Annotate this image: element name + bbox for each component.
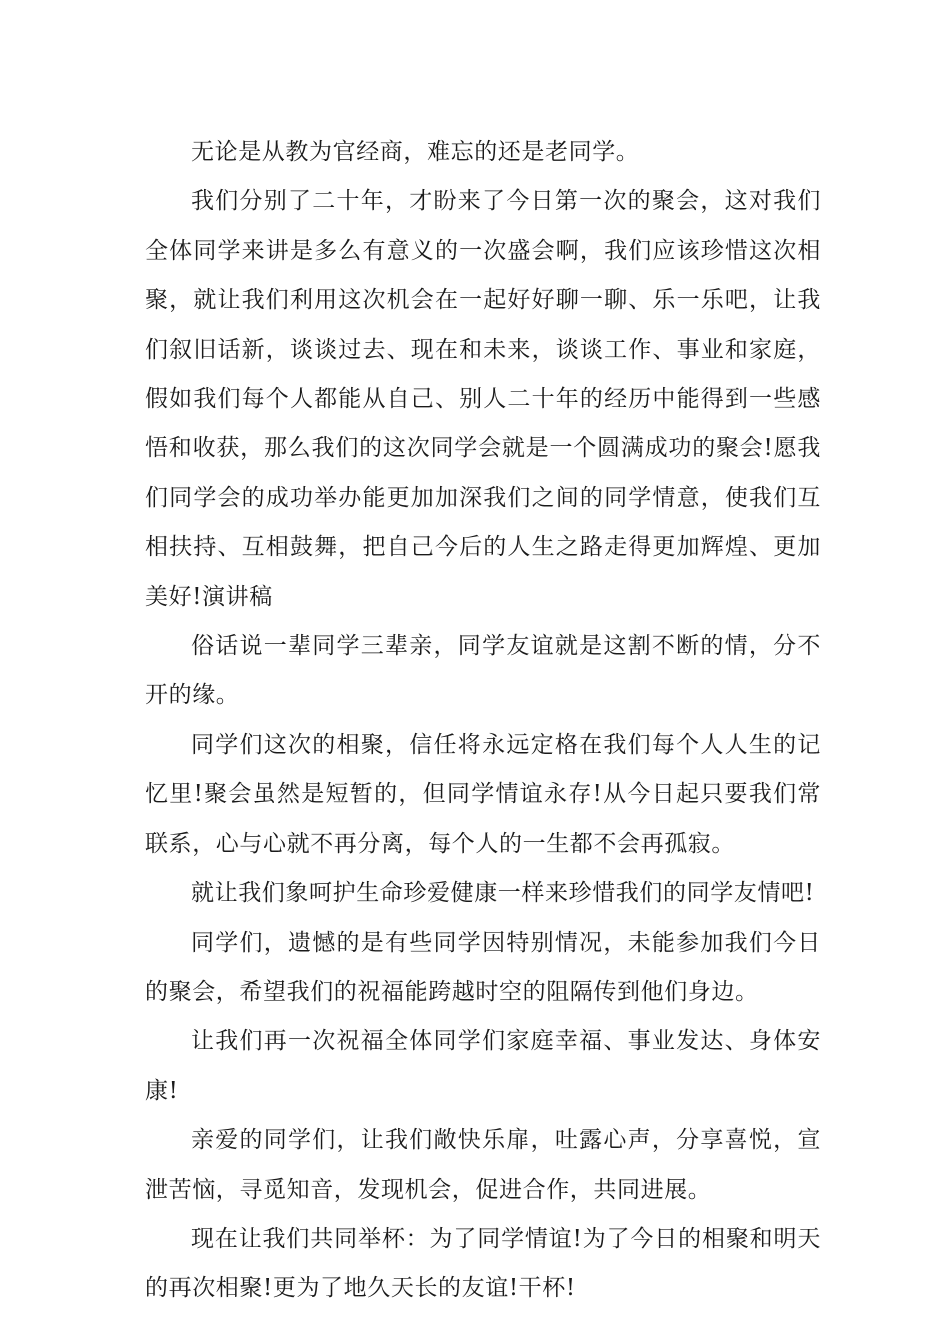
- paragraph-4: 同学们这次的相聚，信任将永远定格在我们每个人人生的记忆里!聚会虽然是短暂的，但同学情谊永存!从今日起只要我们常联系，心与心就不再分离，每个人的一生都不会再孤寂。: [145, 731, 821, 857]
- paragraph-5: 就让我们象呵护生命珍爱健康一样来珍惜我们的同学友情吧!: [191, 880, 815, 907]
- paragraph-6: 同学们，遗憾的是有些同学因特别情况，未能参加我们今日的聚会，希望我们的祝福能跨越时空的阻隔传到他们身边。: [145, 929, 821, 1005]
- paragraph-1: 无论是从教为官经商，难忘的还是老同学。: [191, 139, 640, 165]
- document-body: [145, 128, 821, 1314]
- paragraph-3: 俗话说一辈同学三辈亲，同学友谊就是这割不断的情，分不开的缘。: [145, 633, 821, 709]
- paragraph-2: 我们分别了二十年，才盼来了今日第一次的聚会，这对我们全体同学来讲是多么有意义的一次盛会啊，我们应该珍惜这次相聚，就让我们利用这次机会在一起好好聊一聊、乐一乐吧，让我们叙旧话新，谈谈过去、现在和未来，谈谈工作、事业和家庭，假如我们每个人都能从自己、别人二十年的经历中能得到一些感悟和收获，那么我们的这次同学会就是一个圆满成功的聚会!愿我们同学会的成功举办能更加加深我们之间的同学情意，使我们互相扶持、互相鼓舞，把自己今后的人生之路走得更加辉煌、更加美好!演讲稿: [145, 188, 821, 610]
- paragraph-7: 让我们再一次祝福全体同学们家庭幸福、事业发达、身体安康!: [145, 1028, 821, 1104]
- paragraph-8: 亲爱的同学们，让我们敞快乐扉，吐露心声，分享喜悦，宣泄苦恼，寻觅知音，发现机会，促进合作，共同进展。: [145, 1127, 821, 1203]
- paragraph-9: 现在让我们共同举杯：为了同学情谊!为了今日的相聚和明天的再次相聚!更为了地久天长的友谊!干杯!: [145, 1225, 821, 1302]
